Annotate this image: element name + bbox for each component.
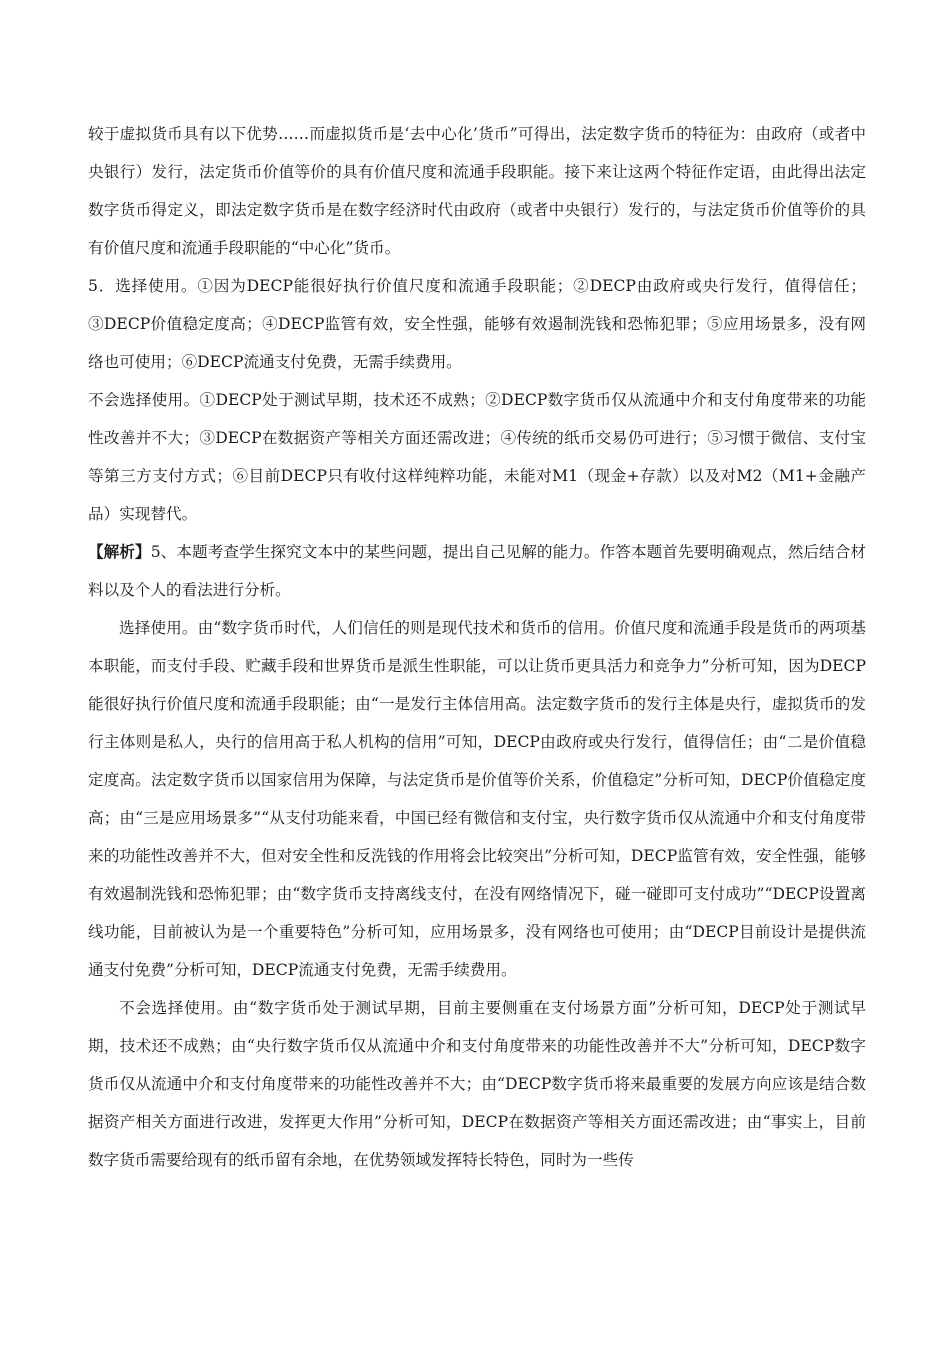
paragraph-answer-not-choose: 不会选择使用。①DECP处于测试早期，技术还不成熟；②DECP数字货币仅从流通中介和支付角度带来的功能性改善并不大；③DECP在数据资产等相关方面还需改进；④传统的纸币交易仍可进行；⑤习惯于微信、支付宝等第三方支付方式；⑥目前DECP只有收付这样纯粹功能，未能对M1（现金+存款）以及对M2（M1+金融产品）实现替代。	[88, 391, 866, 523]
paragraph-analysis-intro	[88, 533, 866, 609]
paragraph-analysis-not-choose: 不会选择使用。由“数字货币处于测试早期，目前主要侧重在支付场景方面”分析可知，DECP处于测试早期，技术还不成熟；由“央行数字货币仅从流通中介和支付角度带来的功能性改善并不大”分析可知，DECP数字货币仅从流通中介和支付角度带来的功能性改善并不大；由“DECP数字货币将来最重要的发展方向应该是结合数据资产相关方面进行改进，发挥更大作用”分析可知，DECP在数据资产等相关方面还需改进；由“事实上，目前数字货币需要给现有的纸币留有余地，在优势领域发挥特长特色，同时为一些传	[88, 999, 866, 1169]
paragraph-definition: 较于虚拟货币具有以下优势……而虚拟货币是‘去中心化’货币”可得出，法定数字货币的特征为：由政府（或者中央银行）发行，法定货币价值等价的具有价值尺度和流通手段职能。接下来让这两个特征作定语，由此得出法定数字货币得定义，即法定数字货币是在数字经济时代由政府（或者中央银行）发行的，与法定货币价值等价的具有价值尺度和流通手段职能的“中心化”货币。	[88, 125, 866, 257]
paragraph-answer-choose: 5．选择使用。①因为DECP能很好执行价值尺度和流通手段职能；②DECP由政府或央行发行，值得信任；③DECP价值稳定度高；④DECP监管有效，安全性强，能够有效遏制洗钱和恐怖犯罪；⑤应用场景多，没有网络也可使用；⑥DECP流通支付免费，无需手续费用。	[88, 277, 866, 371]
paragraph-analysis-choose: 选择使用。由“数字货币时代，人们信任的则是现代技术和货币的信用。价值尺度和流通手段是货币的两项基本职能，而支付手段、贮藏手段和世界货币是派生性职能，可以让货币更具活力和竞争力”分析可知，因为DECP能很好执行价值尺度和流通手段职能；由“一是发行主体信用高。法定数字货币的发行主体是央行，虚拟货币的发行主体则是私人，央行的信用高于私人机构的信用”可知，DECP由政府或央行发行，值得信任；由“二是价值稳定度高。法定数字货币以国家信用为保障，与法定货币是价值等价关系，价值稳定”分析可知，DECP价值稳定度高；由“三是应用场景多”“从支付功能来看，中国已经有微信和支付宝，央行数字货币仅从流通中介和支付角度带来的功能性改善并不大，但对安全性和反洗钱的作用将会比较突出”分析可知，DECP监管有效，安全性强，能够有效遏制洗钱和恐怖犯罪；由“数字货币支持离线支付，在没有网络情况下，碰一碰即可支付成功”“DECP设置离线功能，目前被认为是一个重要特色”分析可知，应用场景多，没有网络也可使用；由“DECP目前设计是提供流通支付免费”分析可知，DECP流通支付免费，无需手续费用。	[88, 619, 866, 979]
analysis-intro-text: 5、本题考查学生探究文本中的某些问题，提出自己见解的能力。作答本题首先要明确观点，然后结合材料以及个人的看法进行分析。	[88, 543, 866, 599]
analysis-label: 【解析】	[88, 542, 151, 561]
document-body	[88, 115, 866, 1179]
